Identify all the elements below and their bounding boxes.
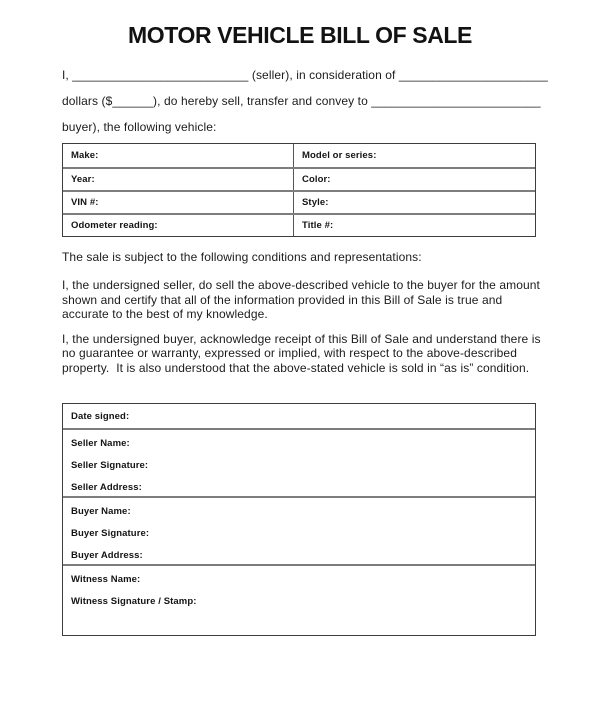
color-label: Color: [302, 174, 331, 185]
witness-signature-stamp-label: Witness Signature / Stamp: [71, 595, 197, 607]
buyer-name-label: Buyer Name: [71, 505, 131, 517]
vehicle-table-row [63, 190, 535, 213]
clause-line: I, the undersigned buyer, acknowledge receipt of this Bill of Sale and understand there is [62, 331, 541, 346]
date-signed-section [63, 404, 535, 428]
style-field [293, 192, 535, 213]
intro-paragraph [62, 62, 548, 140]
buyer-signature-field [63, 522, 535, 544]
buyer-address-label: Buyer Address: [71, 549, 143, 561]
seller-section [63, 428, 535, 496]
year-field [63, 169, 293, 190]
make-label: Make: [71, 150, 99, 161]
clause-line: shown and certify that all of the information provided in this Bill of Sale is true and [62, 292, 503, 307]
intro-line-buyer-vehicle: buyer), the following vehicle: [62, 120, 217, 134]
seller-clause [62, 278, 546, 322]
seller-signature-label: Seller Signature: [71, 459, 149, 471]
title-number-field [293, 215, 535, 236]
date-signed-label: Date signed: [71, 410, 130, 422]
vehicle-table-row [63, 144, 535, 167]
clause-line: I, the undersigned seller, do sell the above-described vehicle to the buyer for the amount [62, 278, 540, 292]
signature-table [62, 403, 536, 636]
buyer-address-field [63, 544, 535, 566]
conditions-section [62, 250, 546, 376]
seller-address-label: Seller Address: [71, 481, 142, 493]
model-or-series-label: Model or series: [302, 150, 377, 161]
year-label: Year: [71, 174, 95, 185]
seller-name-label: Seller Name: [71, 437, 130, 449]
color-field [293, 169, 535, 190]
clause-line: accurate to the best of my knowledge. [62, 307, 268, 322]
witness-section [63, 564, 535, 635]
make-field [63, 144, 293, 167]
vin-label: VIN #: [71, 197, 99, 208]
title-number-label: Title #: [302, 220, 334, 231]
buyer-name-field [63, 500, 535, 522]
seller-name-field [63, 432, 535, 454]
vin-field [63, 192, 293, 213]
odometer-reading-field [63, 215, 293, 236]
clause-line: no guarantee or warranty, expressed or implied, with respect to the above-described [62, 346, 517, 361]
witness-signature-stamp-field [63, 590, 535, 612]
vehicle-table-row [63, 167, 535, 190]
conditions-heading: The sale is subject to the following conditions and representations: [62, 250, 422, 264]
clause-line: property. It is also understood that the above-stated vehicle is sold in “as is” condition. [62, 360, 530, 375]
seller-signature-field [63, 454, 535, 476]
intro-line-dollars-convey: dollars ($______), do hereby sell, transfer and convey to _________________________ [62, 94, 541, 108]
witness-name-label: Witness Name: [71, 573, 141, 585]
model-or-series-field [293, 144, 535, 167]
style-label: Style: [302, 197, 329, 208]
odometer-reading-label: Odometer reading: [71, 220, 158, 231]
vehicle-table-row [63, 213, 535, 236]
seller-address-field [63, 476, 535, 498]
buyer-signature-label: Buyer Signature: [71, 527, 150, 539]
document-title: MOTOR VEHICLE BILL OF SALE [128, 22, 472, 48]
buyer-section [63, 496, 535, 564]
intro-line-seller-consideration: I, __________________________ (seller), in consideration of ______________________ [62, 68, 548, 82]
vehicle-details-table [62, 143, 536, 237]
witness-name-field [63, 568, 535, 590]
buyer-clause [62, 332, 546, 376]
